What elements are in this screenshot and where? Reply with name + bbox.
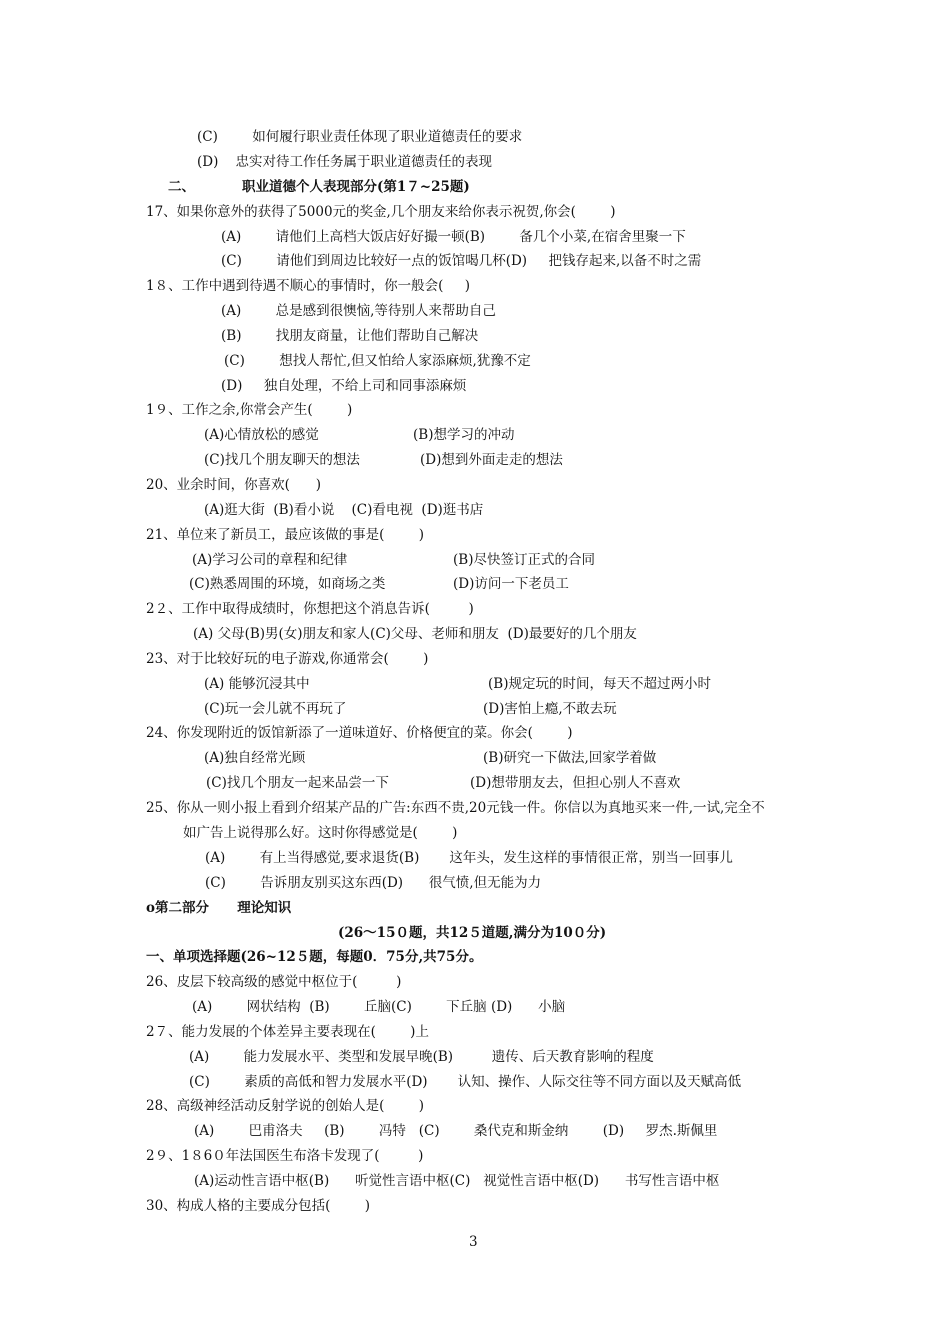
- option-line: (B)研究一下做法,回家学着做: [483, 750, 657, 766]
- option-line: (A) 能力发展水平、类型和发展早晚(B) 遗传、后天教育影响的程度: [189, 1049, 654, 1065]
- option-line: (A) 有上当得感觉,要求退货(B) 这年头，发生这样的事情很正常，别当一回事儿: [205, 850, 733, 866]
- option-line: (D)害怕上瘾,不敢去玩: [483, 701, 617, 717]
- section-heading: 一、单项选择题(26~12５题，每题0．75分,共75分。: [146, 949, 483, 965]
- option-line: (C)找几个朋友一起来品尝一下: [206, 775, 389, 791]
- page-number: 3: [469, 1234, 478, 1250]
- question: 2９、1８6０年法国医生布洛卡发现了( ): [146, 1148, 424, 1164]
- text-line: (D) 忠实对待工作任务属于职业道德责任的表现: [197, 154, 493, 170]
- question: 28、高级神经活动反射学说的创始人是( ): [146, 1098, 425, 1114]
- question: 1９、工作之余,你常会产生( ): [146, 402, 353, 418]
- option-line: (C)玩一会儿就不再玩了: [204, 701, 347, 717]
- part-subheading: (26～15０题，共12５道题,满分为10０分): [338, 925, 607, 941]
- question: 21、单位来了新员工，最应该做的事是( ): [146, 527, 425, 543]
- question: 20、业余时间，你喜欢( ): [146, 477, 321, 493]
- question: 25、你从一则小报上看到介绍某产品的广告:东西不贵,20元钱一件。你信以为真地买来一件,一试,完全不: [146, 800, 765, 816]
- option-line: (A)独自经常光顾: [204, 750, 306, 766]
- section-heading: 二、 职业道德个人表现部分(第1７~25题): [168, 179, 470, 195]
- option-line: (A) 巴甫洛夫 (B) 冯特 (C) 桑代克和斯金纳 (D) 罗杰.斯佩里: [194, 1123, 718, 1139]
- option-line: (D)想带朋友去，但担心别人不喜欢: [470, 775, 681, 791]
- option-line: (C) 请他们到周边比较好一点的饭馆喝几杯(D) 把钱存起来,以备不时之需: [221, 253, 702, 269]
- text-line: (C) 如何履行职业责任体现了职业道德责任的要求: [197, 129, 523, 145]
- option-line: (B)尽快签订正式的合同: [453, 552, 595, 568]
- option-line: (B)规定玩的时间，每天不超过两小时: [488, 676, 711, 692]
- option-line: (D)想到外面走走的想法: [420, 452, 563, 468]
- option-line: (A)逛大街 (B)看小说 (C)看电视 (D)逛书店: [204, 502, 484, 518]
- question: 30、构成人格的主要成分包括( ): [146, 1198, 371, 1214]
- question-continued: 如广告上说得那么好。这时你得感觉是( ): [183, 825, 458, 841]
- option-line: (D) 独自处理，不给上司和同事添麻烦: [221, 378, 467, 394]
- option-line: (A) 父母(B)男(女)朋友和家人(C)父母、老师和朋友 (D)最要好的几个朋友: [193, 626, 637, 642]
- question: 2２、工作中取得成绩时，你想把这个消息告诉( ): [146, 601, 474, 617]
- question: 1８、工作中遇到待遇不顺心的事情时，你一般会( ): [146, 278, 471, 294]
- part-heading: o第二部分 理论知识: [146, 900, 292, 916]
- option-line: (C)熟悉周围的环境，如商场之类: [189, 576, 386, 592]
- question: 17、如果你意外的获得了5000元的奖金,几个朋友来给你表示祝贺,你会( ): [146, 204, 616, 220]
- option-line: (B)想学习的冲动: [413, 427, 515, 443]
- option-line: (A) 总是感到很懊恼,等待别人来帮助自己: [221, 303, 496, 319]
- option-line: (D)访问一下老员工: [453, 576, 569, 592]
- question: 23、对于比较好玩的电子游戏,你通常会( ): [146, 651, 429, 667]
- option-line: (C) 告诉朋友别买这东西(D) 很气愤,但无能为力: [205, 875, 542, 891]
- option-line: (B) 找朋友商量，让他们帮助自己解决: [221, 328, 479, 344]
- question: 26、皮层下较高级的感觉中枢位于( ): [146, 974, 402, 990]
- question: 2７、能力发展的个体差异主要表现在( )上: [146, 1024, 429, 1040]
- option-line: (C) 素质的高低和智力发展水平(D) 认知、操作、人际交往等不同方面以及天赋高低: [189, 1074, 742, 1090]
- option-line: (A) 请他们上高档大饭店好好撮一顿(B) 备几个小菜,在宿舍里聚一下: [221, 229, 686, 245]
- option-line: (C) 想找人帮忙,但又怕给人家添麻烦,犹豫不定: [224, 353, 531, 369]
- option-line: (A)运动性言语中枢(B) 听觉性言语中枢(C) 视觉性言语中枢(D) 书写性言语中枢: [194, 1173, 720, 1189]
- option-line: (A) 能够沉浸其中: [204, 676, 310, 692]
- option-line: (A) 网状结构 (B) 丘脑(C) 下丘脑 (D) 小脑: [192, 999, 566, 1015]
- option-line: (A)学习公司的章程和纪律: [192, 552, 348, 568]
- question: 24、你发现附近的饭馆新添了一道味道好、价格便宜的菜。你会( ): [146, 725, 573, 741]
- option-line: (C)找几个朋友聊天的想法: [204, 452, 360, 468]
- option-line: (A)心情放松的感觉: [204, 427, 319, 443]
